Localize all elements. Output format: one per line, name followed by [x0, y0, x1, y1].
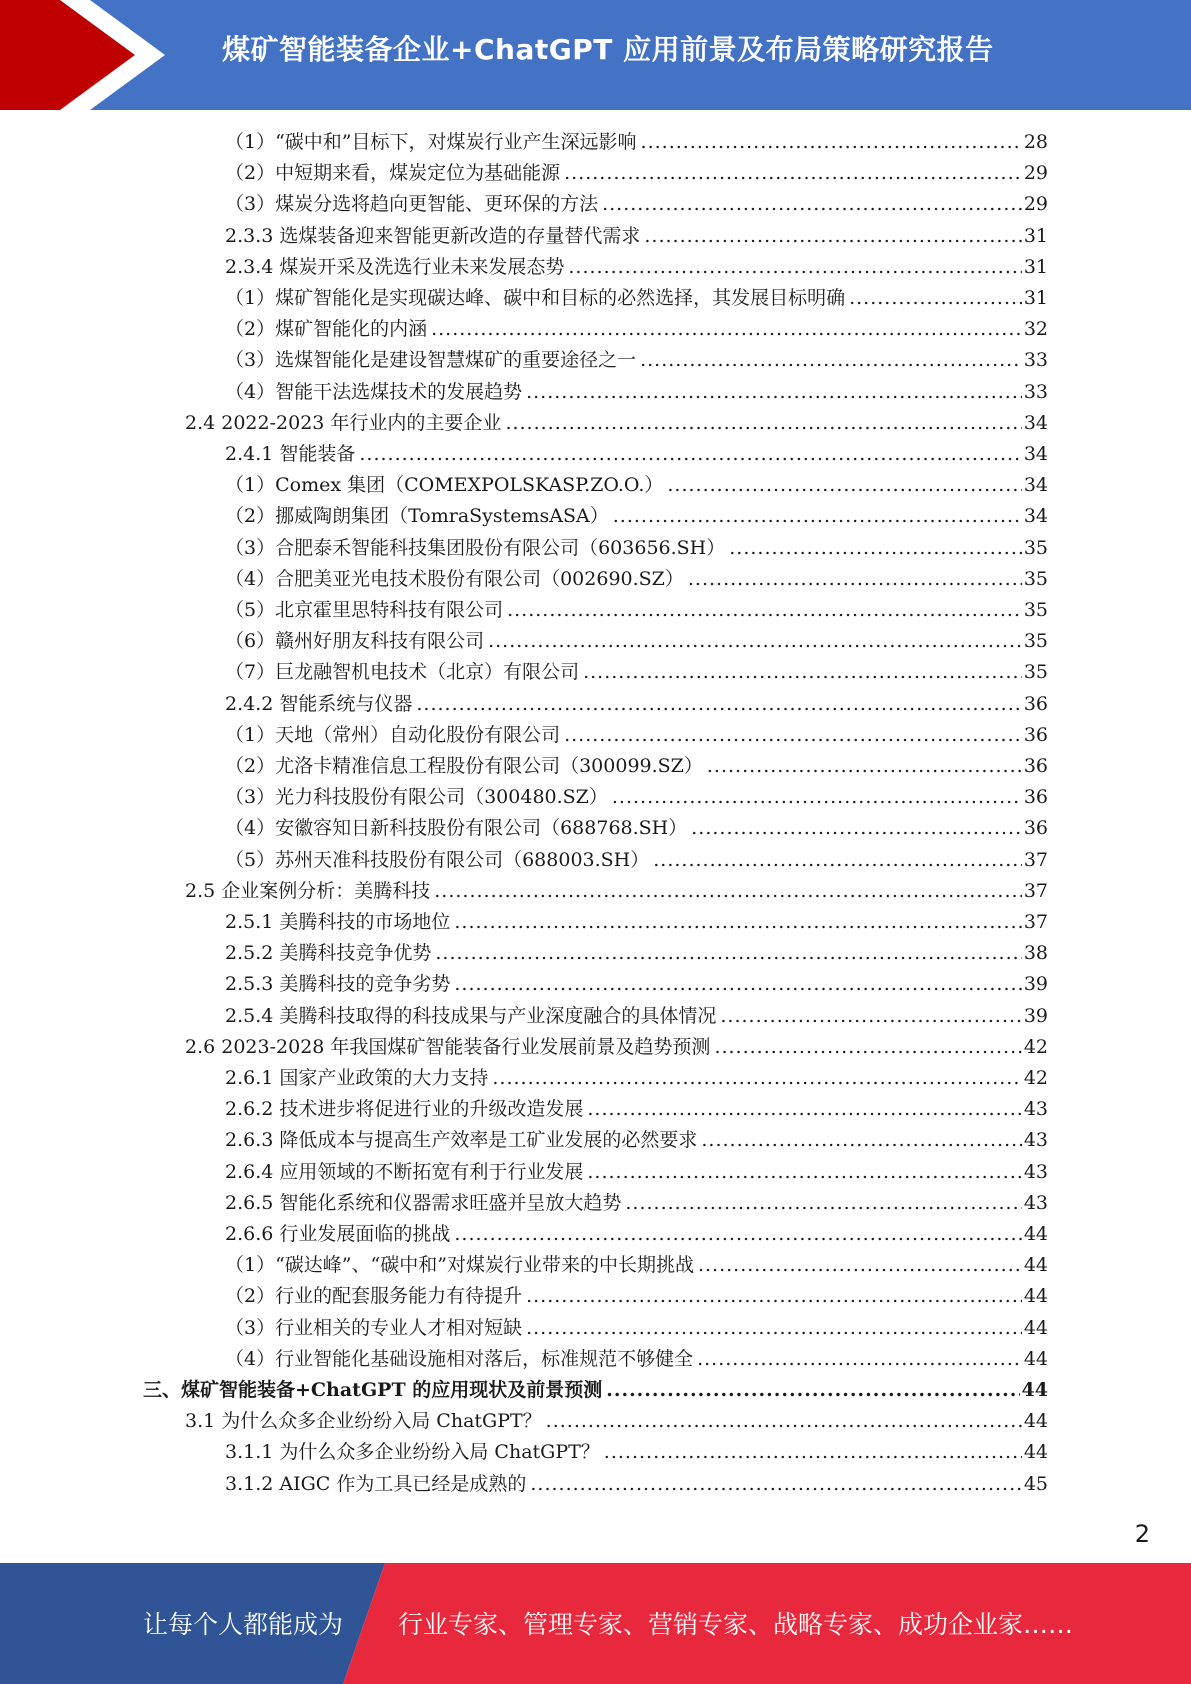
- toc-entry-title: 2.6.1 国家产业政策的大力支持: [225, 1067, 489, 1089]
- toc-entry-title: （2）挪威陶朗集团（TomraSystemsASA）: [225, 505, 609, 528]
- toc-leader-dots: [714, 1032, 1021, 1063]
- page-header: [0, 0, 1191, 110]
- toc-entry-page: 43: [1023, 1129, 1048, 1152]
- toc-entry[interactable]: [225, 1001, 1048, 1032]
- toc-entry-page: 35: [1023, 567, 1048, 590]
- toc-leader-dots: [625, 1188, 1021, 1219]
- toc-entry[interactable]: [225, 1281, 1048, 1312]
- toc-entry[interactable]: [185, 1406, 1048, 1437]
- toc-entry-page: 34: [1023, 443, 1048, 465]
- toc-leader-dots: [667, 470, 1021, 501]
- toc-entry[interactable]: [225, 314, 1048, 345]
- toc-entry-title: （2）行业的配套服务能力有待提升: [225, 1285, 523, 1308]
- toc-entry-title: （3）煤炭分选将趋向更智能、更环保的方法: [225, 193, 599, 216]
- toc-leader-dots: [435, 938, 1021, 969]
- toc-entry[interactable]: [225, 221, 1048, 252]
- toc-entry-page: 37: [1023, 879, 1048, 902]
- toc-leader-dots: [698, 1250, 1022, 1281]
- toc-entry-page: 34: [1023, 474, 1048, 497]
- toc-entry-page: 35: [1023, 661, 1048, 684]
- toc-leader-dots: [359, 439, 1021, 470]
- toc-entry-title: 2.5.3 美腾科技的竞争劣势: [225, 973, 451, 996]
- toc-entry-title: 3.1.2 AIGC 作为工具已经是成熟的: [225, 1472, 527, 1495]
- toc-entry-page: 36: [1023, 817, 1048, 840]
- toc-entry[interactable]: [225, 1125, 1048, 1156]
- toc-leader-dots: [546, 1406, 1022, 1437]
- toc-entry-title: 2.4.1 智能装备: [225, 443, 356, 465]
- toc-entry-page: 36: [1023, 755, 1048, 777]
- toc-entry-title: （1）“碳达峰”、“碳中和”对煤炭行业带来的中长期挑战: [225, 1254, 694, 1277]
- footer-slogan-right: 行业专家、管理专家、营销专家、战略专家、成功企业家……: [398, 1610, 1074, 1639]
- toc-entry-title: （5）北京霍里思特科技有限公司: [225, 599, 504, 621]
- toc-entry-page: 36: [1023, 692, 1048, 715]
- toc-entry[interactable]: [143, 1375, 1048, 1406]
- toc-entry[interactable]: [225, 1344, 1048, 1375]
- toc-entry-page: 35: [1023, 536, 1048, 559]
- toc-entry-page: 36: [1023, 723, 1048, 746]
- toc-entry-title: 2.5.1 美腾科技的市场地位: [225, 911, 451, 933]
- toc-entry-title: （5）苏州天准科技股份有限公司（688003.SH）: [225, 848, 650, 871]
- toc-entry-page: 44: [1021, 1379, 1048, 1401]
- toc-entry[interactable]: [225, 158, 1048, 189]
- toc-leader-dots: [505, 408, 1021, 439]
- toc-entry[interactable]: [225, 751, 1048, 782]
- toc-leader-dots: [644, 221, 1021, 252]
- toc-entry[interactable]: [225, 657, 1048, 688]
- toc-entry-title: （3）光力科技股份有限公司（300480.SZ）: [225, 786, 608, 809]
- toc-leader-dots: [526, 1313, 1022, 1344]
- toc-leader-dots: [564, 720, 1022, 751]
- toc-leader-dots: [707, 751, 1022, 782]
- toc-entry-page: 44: [1023, 1410, 1048, 1433]
- toc-entry-title: 2.5.2 美腾科技竞争优势: [225, 942, 432, 965]
- toc-leader-dots: [488, 626, 1022, 657]
- toc-leader-dots: [653, 845, 1022, 876]
- toc-entry-page: 45: [1023, 1472, 1048, 1495]
- toc-entry[interactable]: [225, 1188, 1048, 1219]
- toc-entry[interactable]: [225, 782, 1048, 813]
- toc-leader-dots: [583, 657, 1022, 688]
- toc-entry[interactable]: [225, 626, 1048, 657]
- toc-entry-page: 44: [1023, 1347, 1048, 1370]
- toc-entry-title: （2）尤洛卡精准信息工程股份有限公司（300099.SZ）: [225, 755, 703, 777]
- toc-entry-page: 35: [1023, 630, 1048, 653]
- toc-entry-page: 44: [1023, 1316, 1048, 1339]
- toc-entry[interactable]: [225, 720, 1048, 751]
- toc-entry-title: 2.6.6 行业发展面临的挑战: [225, 1223, 451, 1245]
- toc-entry-title: （1）天地（常州）自动化股份有限公司: [225, 723, 561, 746]
- toc-entry-page: 32: [1023, 318, 1048, 341]
- toc-entry[interactable]: [225, 689, 1048, 720]
- toc-entry-title: 2.6 2023-2028 年我国煤矿智能装备行业发展前景及趋势预测: [185, 1035, 711, 1058]
- toc-leader-dots: [492, 1063, 1021, 1094]
- toc-entry[interactable]: [225, 907, 1048, 938]
- toc-entry-title: 2.6.5 智能化系统和仪器需求旺盛并呈放大趋势: [225, 1191, 622, 1214]
- toc-entry-page: 44: [1023, 1254, 1048, 1277]
- toc-entry[interactable]: [225, 377, 1048, 408]
- toc-leader-dots: [613, 501, 1022, 532]
- toc-entry[interactable]: [225, 564, 1048, 595]
- toc-leader-dots: [688, 564, 1022, 595]
- toc-entry-page: 42: [1023, 1035, 1048, 1058]
- toc-leader-dots: [641, 127, 1022, 158]
- toc-leader-dots: [604, 1437, 1022, 1468]
- toc-entry-title: （3）合肥泰禾智能科技集团股份有限公司（603656.SH）: [225, 536, 726, 559]
- toc-leader-dots: [454, 907, 1021, 938]
- toc-entry-title: （4）合肥美亚光电技术股份有限公司（002690.SZ）: [225, 567, 684, 590]
- toc-leader-dots: [729, 533, 1022, 564]
- toc-leader-dots: [434, 876, 1022, 907]
- toc-entry-page: 44: [1023, 1223, 1048, 1245]
- toc-leader-dots: [587, 1094, 1021, 1125]
- toc-entry[interactable]: [225, 1469, 1048, 1500]
- toc-entry-title: 2.4.2 智能系统与仪器: [225, 692, 413, 715]
- toc-entry[interactable]: [225, 501, 1048, 532]
- toc-entry-title: 三、煤矿智能装备+ChatGPT 的应用现状及前景预测: [143, 1379, 603, 1401]
- toc-leader-dots: [697, 1344, 1022, 1375]
- toc-entry[interactable]: [225, 938, 1048, 969]
- toc-entry-page: 37: [1023, 848, 1048, 871]
- toc-entry-title: （2）煤矿智能化的内涵: [225, 318, 428, 341]
- toc-leader-dots: [602, 189, 1022, 220]
- toc-entry-title: （2）中短期来看，煤炭定位为基础能源: [225, 162, 561, 185]
- toc-entry-title: 2.3.3 选煤装备迎来智能更新改造的存量替代需求: [225, 224, 641, 247]
- toc-leader-dots: [416, 689, 1021, 720]
- toc-leader-dots: [606, 1375, 1019, 1406]
- toc-entry-page: 44: [1023, 1441, 1048, 1464]
- toc-leader-dots: [526, 377, 1022, 408]
- toc-entry-title: 3.1 为什么众多企业纷纷入局 ChatGPT？: [185, 1410, 542, 1433]
- toc-entry[interactable]: [225, 845, 1048, 876]
- toc-entry-page: 39: [1023, 973, 1048, 996]
- toc-entry[interactable]: [225, 1250, 1048, 1281]
- toc-entry-title: 2.3.4 煤炭开采及洗选行业未来发展态势: [225, 255, 565, 278]
- toc-entry-page: 34: [1023, 411, 1048, 434]
- toc-entry[interactable]: [225, 1219, 1048, 1250]
- toc-entry[interactable]: [225, 1437, 1048, 1468]
- toc-leader-dots: [431, 314, 1022, 345]
- toc-entry-page: 42: [1023, 1067, 1048, 1089]
- toc-entry-page: 36: [1023, 786, 1048, 809]
- toc-entry[interactable]: [225, 127, 1048, 158]
- toc-entry-page: 43: [1023, 1160, 1048, 1183]
- toc-leader-dots: [849, 283, 1022, 314]
- toc-entry-page: 29: [1023, 193, 1048, 216]
- toc-leader-dots: [454, 969, 1021, 1000]
- toc-entry-page: 29: [1023, 162, 1048, 185]
- toc-entry-title: （1）煤矿智能化是实现碳达峰、碳中和目标的必然选择，其发展目标明确: [225, 287, 846, 309]
- page-footer: [0, 1563, 1191, 1684]
- page-number: 2: [1134, 1520, 1150, 1548]
- toc-entry-page: 43: [1023, 1191, 1048, 1214]
- toc-entry[interactable]: [225, 345, 1048, 376]
- toc-entry-page: 28: [1023, 131, 1048, 153]
- toc-entry-title: （4）安徽容知日新科技股份有限公司（688768.SH）: [225, 817, 688, 840]
- toc-entry-page: 38: [1023, 942, 1048, 965]
- toc-leader-dots: [526, 1281, 1022, 1312]
- toc-entry-title: 2.4 2022-2023 年行业内的主要企业: [185, 411, 502, 434]
- toc-entry-page: 31: [1023, 287, 1048, 309]
- toc-leader-dots: [691, 813, 1022, 844]
- toc-entry[interactable]: [185, 408, 1048, 439]
- toc-entry-page: 33: [1023, 349, 1048, 372]
- toc-entry-page: 31: [1023, 224, 1048, 247]
- toc-entry[interactable]: [225, 439, 1048, 470]
- toc-entry[interactable]: [225, 595, 1048, 626]
- toc-entry-title: （4）智能干法选煤技术的发展趋势: [225, 380, 523, 403]
- toc-entry[interactable]: [225, 1094, 1048, 1125]
- toc-entry[interactable]: [185, 1032, 1048, 1063]
- toc-entry-title: 2.6.4 应用领域的不断拓宽有利于行业发展: [225, 1160, 584, 1183]
- toc-entry-title: （1）“碳中和”目标下，对煤炭行业产生深远影响: [225, 131, 637, 153]
- toc-leader-dots: [612, 782, 1022, 813]
- toc-entry-title: 2.5 企业案例分析：美腾科技: [185, 879, 431, 902]
- toc-entry[interactable]: [225, 1313, 1048, 1344]
- toc-entry-page: 35: [1023, 599, 1048, 621]
- footer-slogan-left: 让每个人都能成为: [143, 1610, 344, 1639]
- toc-entry-page: 37: [1023, 911, 1048, 933]
- toc-entry-title: 3.1.1 为什么众多企业纷纷入局 ChatGPT？: [225, 1441, 600, 1464]
- toc-entry-title: （3）行业相关的专业人才相对短缺: [225, 1316, 523, 1339]
- toc-leader-dots: [530, 1469, 1021, 1500]
- toc-entry-page: 33: [1023, 380, 1048, 403]
- toc-entry-page: 39: [1023, 1004, 1048, 1027]
- toc-entry[interactable]: [225, 969, 1048, 1000]
- toc-leader-dots: [720, 1001, 1021, 1032]
- toc-entry-page: 43: [1023, 1098, 1048, 1121]
- toc-leader-dots: [507, 595, 1022, 626]
- toc-entry[interactable]: [225, 1157, 1048, 1188]
- toc-entry-page: 31: [1023, 255, 1048, 278]
- toc-entry[interactable]: [225, 533, 1048, 564]
- toc-entry-page: 34: [1023, 505, 1048, 528]
- toc-entry-page: 44: [1023, 1285, 1048, 1308]
- toc-leader-dots: [454, 1219, 1021, 1250]
- toc-entry[interactable]: [225, 252, 1048, 283]
- toc-entry-title: 2.5.4 美腾科技取得的科技成果与产业深度融合的具体情况: [225, 1004, 717, 1027]
- toc-entry-title: （6）赣州好朋友科技有限公司: [225, 630, 485, 653]
- toc-entry[interactable]: [225, 1063, 1048, 1094]
- toc-entry[interactable]: [225, 470, 1048, 501]
- toc-entry-title: （1）Comex 集团（COMEXPOLSKASP.ZO.O.）: [225, 474, 664, 497]
- toc-leader-dots: [568, 252, 1021, 283]
- toc-entry[interactable]: [225, 189, 1048, 220]
- toc-entry-title: （7）巨龙融智机电技术（北京）有限公司: [225, 661, 580, 684]
- toc-entry[interactable]: [225, 283, 1048, 314]
- toc-entry-title: （3）选煤智能化是建设智慧煤矿的重要途径之一: [225, 349, 637, 372]
- report-title: 煤矿智能装备企业+ChatGPT 应用前景及布局策略研究报告: [222, 33, 994, 66]
- toc-leader-dots: [640, 345, 1022, 376]
- toc-entry-title: 2.6.2 技术进步将促进行业的升级改造发展: [225, 1098, 584, 1121]
- toc-entry[interactable]: [225, 813, 1048, 844]
- toc-entry[interactable]: [185, 876, 1048, 907]
- toc-entry-title: 2.6.3 降低成本与提高生产效率是工矿业发展的必然要求: [225, 1129, 698, 1152]
- toc-leader-dots: [564, 158, 1022, 189]
- toc-entry-title: （4）行业智能化基础设施相对落后，标准规范不够健全: [225, 1347, 694, 1370]
- toc-leader-dots: [587, 1157, 1021, 1188]
- toc-leader-dots: [701, 1125, 1021, 1156]
